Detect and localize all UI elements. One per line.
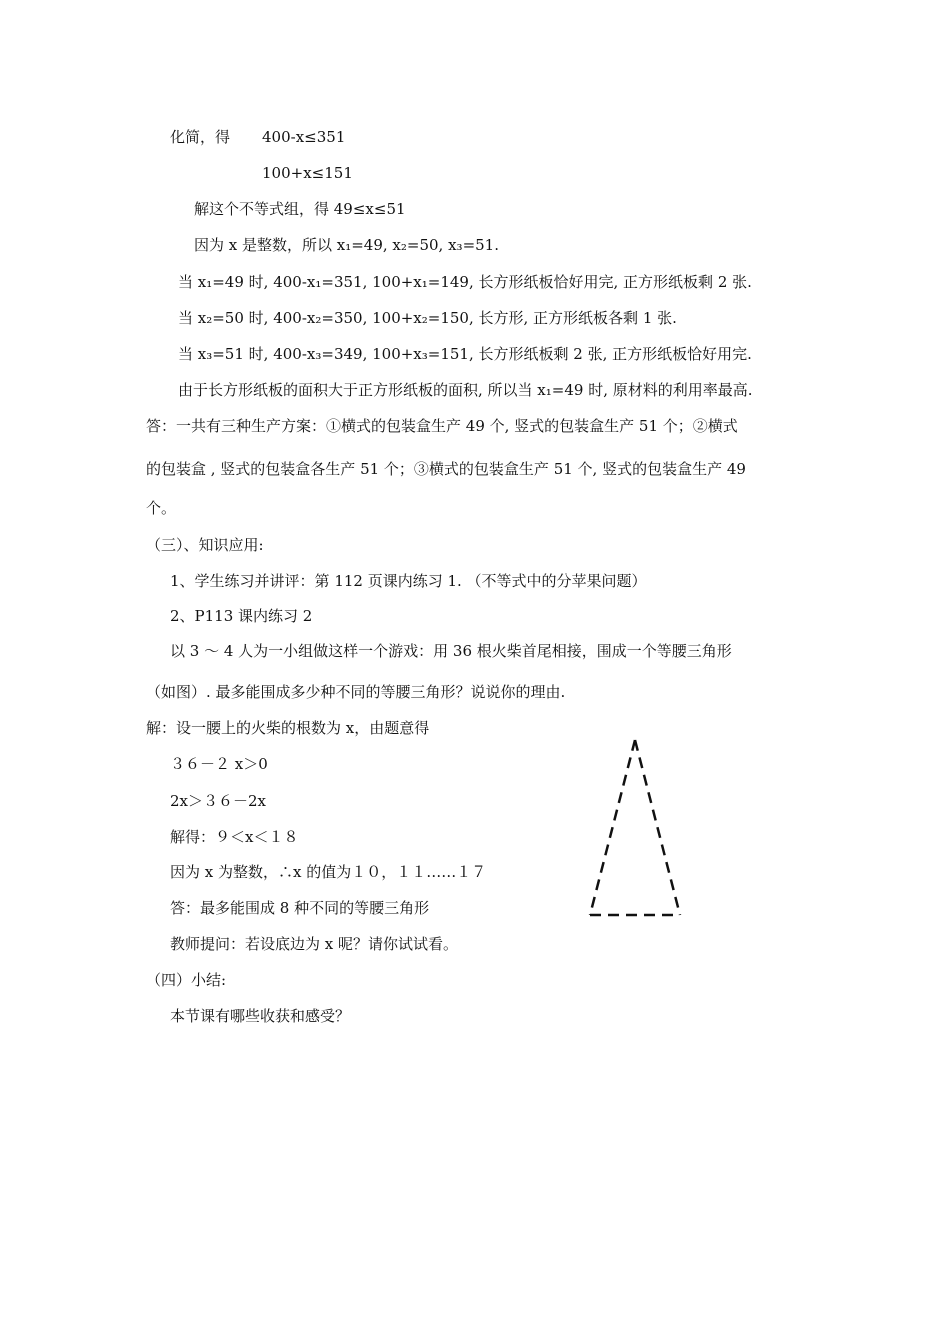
teacher-question: 教师提问：若设底边为 x 呢？请你试试看。 <box>170 935 458 953</box>
problem-line-2: （如图）. 最多能围成多少种不同的等腰三角形？说说你的理由. <box>146 683 566 701</box>
case-2-text: 当 x₂=50 时, 400-x₂=350, 100+x₂=150, 长方形, 正方形纸板各剩 1 张. <box>178 309 677 327</box>
solve-system-text: 解这个不等式组，得 49≤x≤51 <box>194 200 406 218</box>
solution-intro: 解：设一腰上的火柴的根数为 x，由题意得 <box>146 719 430 737</box>
triangle-right-side <box>635 740 680 915</box>
answer-line-1: 答：一共有三种生产方案：①横式的包装盒生产 49 个, 竖式的包装盒生产 51 个；②横式 <box>146 417 738 435</box>
equation-2: 2x＞３６－2x <box>170 792 267 810</box>
inequality-2: 100+x≤151 <box>262 164 353 182</box>
answer-line-3: 个。 <box>146 499 177 517</box>
answer-line-2: 的包装盒 , 竖式的包装盒各生产 51 个；③横式的包装盒生产 51 个, 竖式的包装盒生产 49 <box>146 460 746 478</box>
problem-line-1: 以 3 ～ 4 人为一小组做这样一个游戏：用 36 根火柴首尾相接，围成一个等腰三角形 <box>170 642 732 660</box>
inequality-1: 400-x≤351 <box>262 128 346 146</box>
conclusion-text: 由于长方形纸板的面积大于正方形纸板的面积, 所以当 x₁=49 时, 原材料的利用率最高. <box>178 381 753 399</box>
simplify-label: 化简，得 <box>170 128 231 146</box>
summary-prompt: 本节课有哪些收获和感受？ <box>170 1007 351 1025</box>
equation-4: 因为 x 为整数，∴x 的值为１０，１１……１７ <box>170 863 487 881</box>
exercise-item-2: 2、P113 课内练习 2 <box>170 607 313 625</box>
equation-5: 答：最多能围成 8 种不同的等腰三角形 <box>170 899 430 917</box>
case-3-text: 当 x₃=51 时, 400-x₃=349, 100+x₃=151, 长方形纸板剩 2 张, 正方形纸板恰好用完. <box>178 345 752 363</box>
section-3-heading: （三）、知识应用: <box>146 536 264 554</box>
case-1-text: 当 x₁=49 时, 400-x₁=351, 100+x₁=149, 长方形纸板恰好用完, 正方形纸板剩 2 张. <box>178 273 752 291</box>
section-4-heading: （四）小结: <box>146 971 227 989</box>
triangle-left-side <box>590 740 635 915</box>
isosceles-triangle-figure <box>580 735 690 925</box>
equation-3: 解得：９＜x＜１８ <box>170 828 299 846</box>
equation-1: ３６－２ x＞0 <box>170 755 268 773</box>
exercise-item-1: 1、学生练习并讲评：第 112 页课内练习 1. （不等式中的分苹果问题） <box>170 572 647 590</box>
integer-values-text: 因为 x 是整数，所以 x₁=49, x₂=50, x₃=51. <box>194 236 499 254</box>
